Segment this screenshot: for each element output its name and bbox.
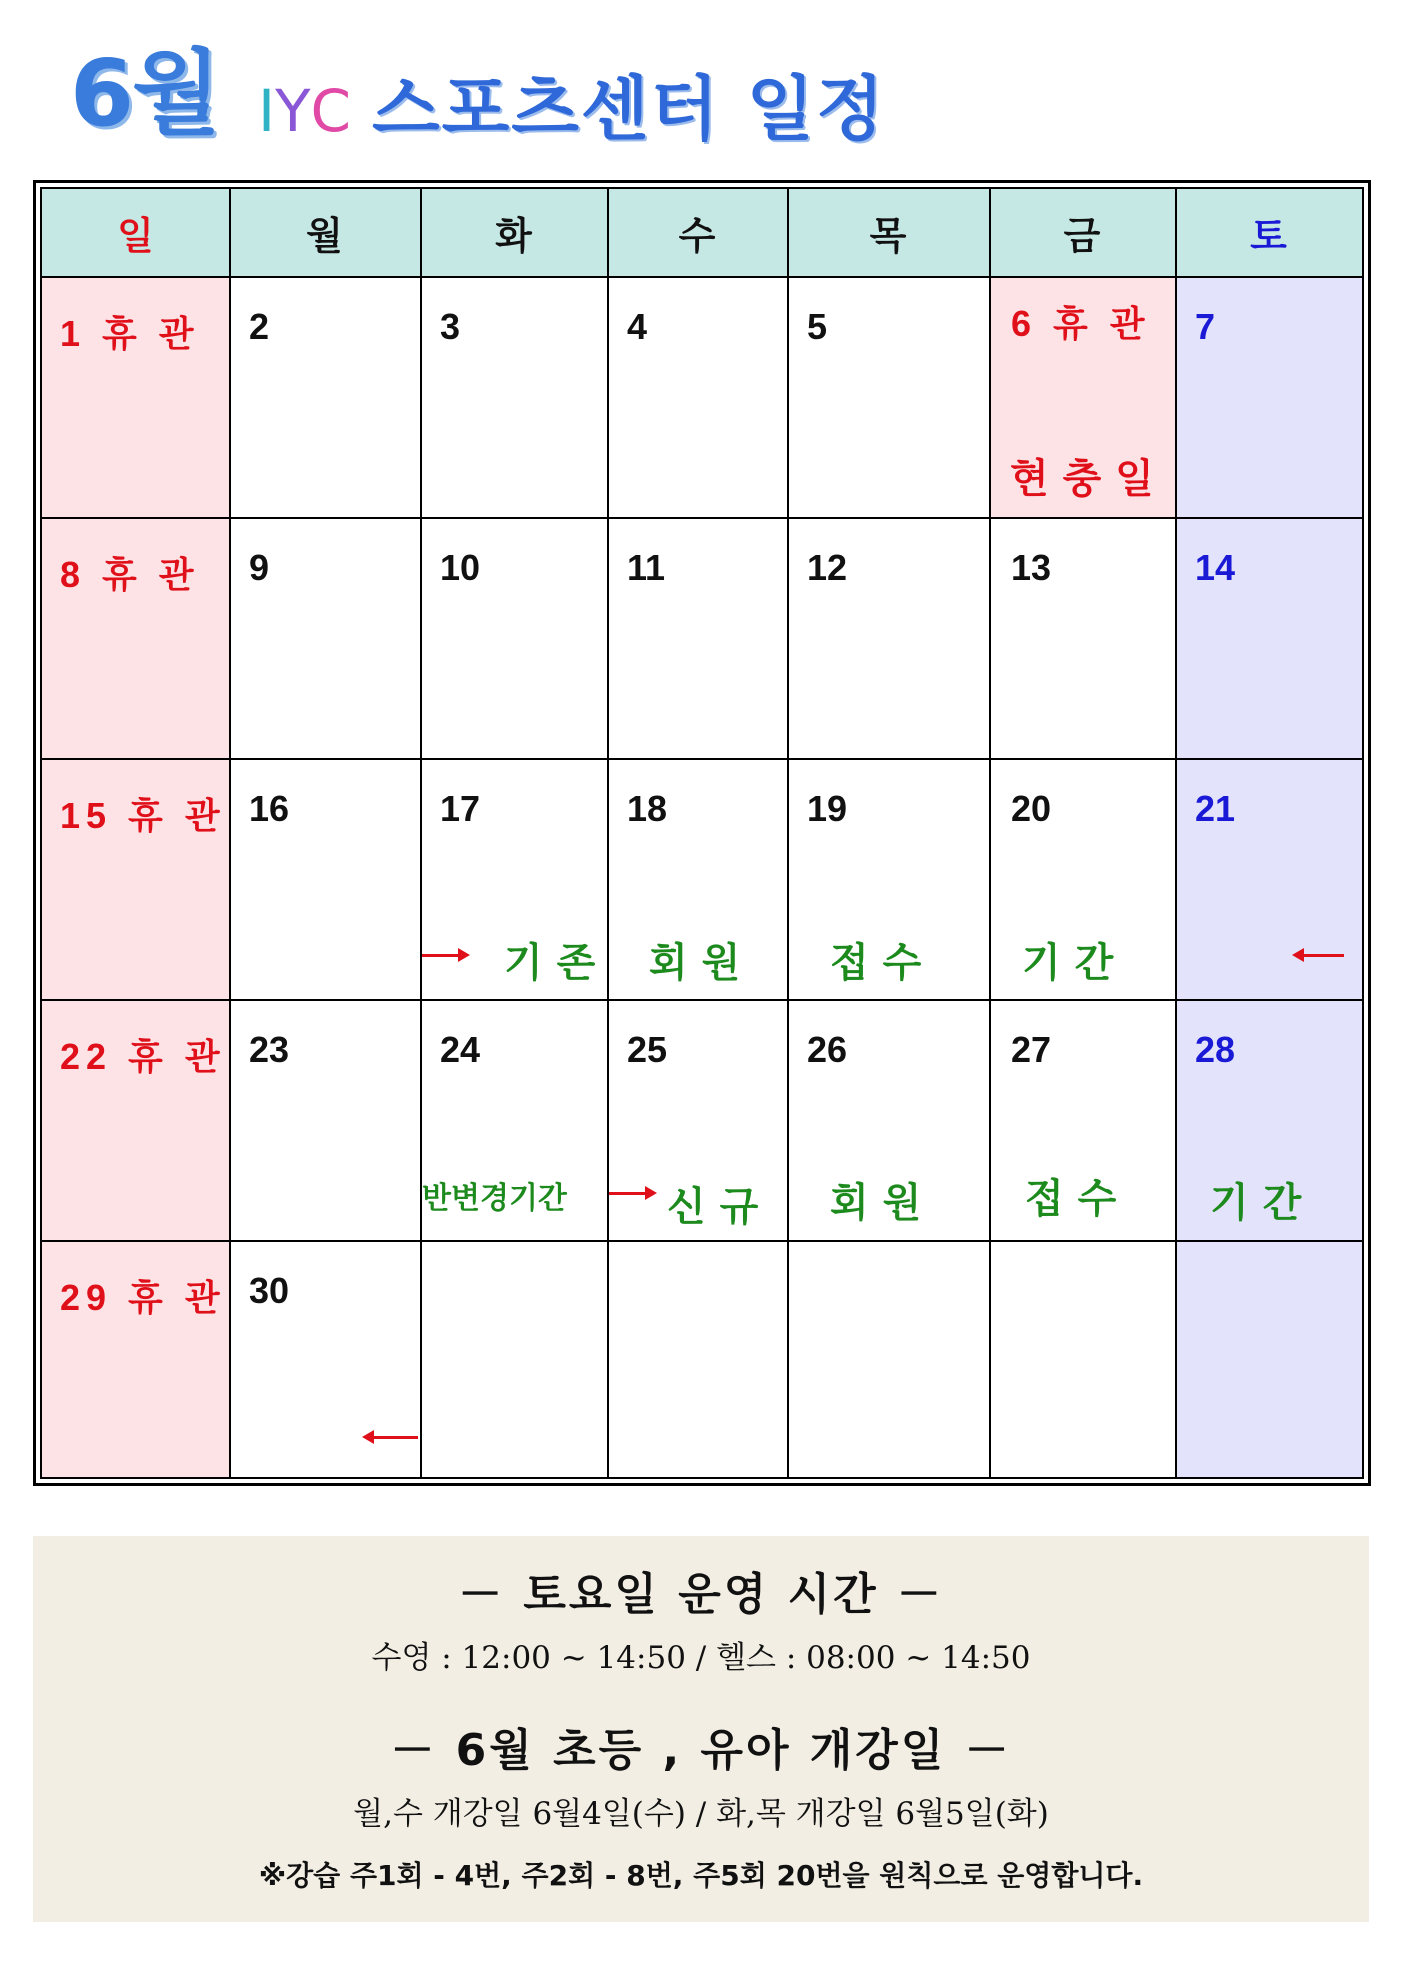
day-cell: 25 [627, 1029, 668, 1070]
header-sun: 일 [42, 189, 229, 276]
header-fri: 금 [989, 189, 1175, 276]
day-cell: 11 [627, 547, 666, 588]
page-title: 스포츠센터 일정 [372, 68, 886, 150]
period-label: 기 간 [1210, 1180, 1302, 1226]
lesson-note: ※강습 주1회 - 4번, 주2회 - 8번, 주5회 20번을 원칙으로 운영합니다. [258, 1859, 1144, 1892]
brand-letter: I [258, 77, 276, 145]
day-cell-sunday: 29 휴 관 [60, 1277, 226, 1318]
header-wed: 수 [607, 189, 787, 276]
day-cell-sunday: 1 휴 관 [60, 313, 200, 354]
arrow-right-icon [422, 954, 460, 957]
day-cell: 16 [249, 788, 290, 829]
day-cell: 24 [440, 1029, 481, 1070]
day-cell: 13 [1011, 547, 1052, 588]
day-cell-sunday: 8 휴 관 [60, 554, 200, 595]
class-change-label: 반변경기간 [422, 1181, 567, 1216]
period-label: 회 원 [830, 1180, 922, 1226]
saturday-hours: 수영 : 12:00 ~ 14:50 / 헬스 : 08:00 ~ 14:50 [371, 1640, 1031, 1676]
title-month: 6월 [70, 40, 219, 147]
opening-dates: 월,수 개강일 6월4일(수) / 화,목 개강일 6월5일(화) [353, 1796, 1049, 1832]
header-sat: 토 [1175, 189, 1362, 276]
day-cell: 26 [807, 1029, 848, 1070]
period-label: 기 존 [504, 940, 596, 986]
brand-logo [258, 77, 352, 145]
arrow-left-icon [1302, 954, 1344, 957]
brand-letter: C [310, 77, 352, 145]
opening-heading: － 6월 초등 , 유아 개강일 － [390, 1725, 1012, 1776]
holiday-note: 현 충 일 [1010, 456, 1154, 502]
header-mon: 월 [229, 189, 420, 276]
day-cell: 18 [627, 788, 668, 829]
day-cell-saturday: 21 [1195, 788, 1236, 829]
period-label: 접 수 [830, 940, 922, 986]
arrow-left-icon [372, 1436, 418, 1439]
day-cell: 2 [249, 306, 270, 347]
day-cell: 6 휴 관 [1011, 303, 1151, 344]
day-cell-saturday: 28 [1195, 1029, 1236, 1070]
header-thu: 목 [787, 189, 989, 276]
day-cell-saturday: 7 [1195, 306, 1216, 347]
day-cell-sunday: 22 휴 관 [60, 1036, 226, 1077]
day-cell: 19 [807, 788, 848, 829]
day-cell: 23 [249, 1029, 290, 1070]
header-tue: 화 [420, 189, 607, 276]
day-cell: 5 [807, 306, 828, 347]
arrow-right-icon [609, 1192, 647, 1195]
day-cell: 9 [249, 547, 270, 588]
period-label: 접 수 [1025, 1176, 1117, 1222]
day-cell: 3 [440, 306, 461, 347]
day-cell-sunday: 15 휴 관 [60, 795, 226, 836]
calendar-grid [40, 187, 1364, 1479]
day-cell: 12 [807, 547, 848, 588]
day-cell: 4 [627, 306, 648, 347]
day-cell: 10 [440, 547, 481, 588]
period-label: 회 원 [649, 940, 741, 986]
day-cell-saturday: 14 [1195, 547, 1236, 588]
period-label: 기 간 [1022, 940, 1114, 986]
day-cell: 30 [249, 1270, 290, 1311]
saturday-hours-heading: － 토요일 운영 시간 － [458, 1569, 944, 1620]
day-cell: 20 [1011, 788, 1052, 829]
info-panel [33, 1536, 1369, 1922]
day-cell: 17 [440, 788, 481, 829]
period-label: 신 규 [667, 1184, 759, 1230]
brand-letter: Y [275, 77, 311, 145]
saturday-column [1175, 189, 1362, 1477]
day-cell: 27 [1011, 1029, 1052, 1070]
